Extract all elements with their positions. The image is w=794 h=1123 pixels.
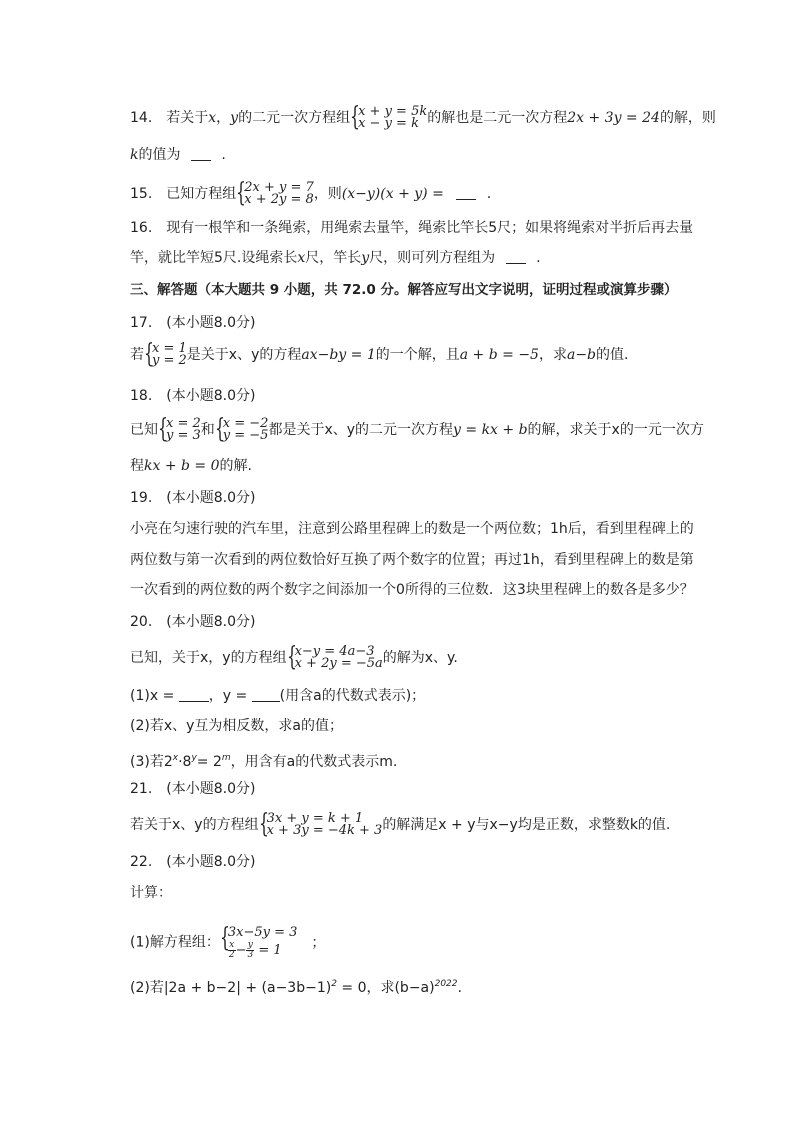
- question-22-header: 22. (本小题8.0分): [130, 854, 256, 870]
- q14-text-d: 的解，则: [659, 110, 716, 126]
- question-17-body: [130, 339, 629, 369]
- question-22-part-1: [130, 925, 325, 960]
- q18-text-b: 都是关于x、y的二元一次方程: [268, 422, 454, 438]
- q21-sys-row-2: x + 3y = −4k + 3: [266, 823, 383, 838]
- q14-text-c: 的解也是二元一次方程: [427, 110, 568, 126]
- question-20-header: 20. (本小题8.0分): [130, 614, 256, 630]
- q20-part1-b: ，y =: [208, 688, 248, 704]
- q18-sys2-row-1: x = −2: [222, 416, 269, 431]
- q14-text-a: 若关于: [166, 110, 209, 126]
- q16-text-a: 竿，就比竿短5尺.设绳索长: [130, 250, 298, 266]
- q16-var-x: x: [297, 250, 306, 266]
- q22-minus: −: [235, 943, 247, 958]
- q14-var-x: x: [208, 110, 217, 126]
- question-18-line-2: [130, 456, 252, 476]
- question-number: 15.: [130, 186, 153, 202]
- question-19-line-1: 小亮在匀速行驶的汽车里，注意到公路里程碑上的数是一个两位数；1h后，看到里程碑上的: [130, 521, 694, 537]
- question-18-line-1: [130, 414, 704, 444]
- q18-sys2-row-2: y = −5: [222, 428, 269, 443]
- question-16-line-2: [130, 248, 541, 268]
- q17-sys-row-1: x = 1: [152, 341, 187, 356]
- question-19-line-3: 一次看到的两位数的两个数字之间添加一个0所得的三位数．这3块里程碑上的数各是多少？: [130, 582, 694, 598]
- section-3-title: 三、解答题（本大题共 9 小题，共 72.0 分。解答应写出文字说明，证明过程或演算步骤）: [130, 282, 678, 298]
- q20-y-blank[interactable]: [252, 687, 280, 702]
- q20-text-b: 的解为x、y.: [382, 650, 458, 666]
- q18-text-and: 和: [200, 422, 215, 438]
- q14-line2-text: 的值为: [138, 147, 181, 163]
- q20-part3-a: (3)若2: [130, 754, 173, 770]
- q15-text-b: ，则: [313, 186, 342, 202]
- q17-text-e: 的值.: [596, 347, 629, 363]
- question-14-line-2: [130, 145, 226, 165]
- q20-part3-sup2: y: [191, 753, 197, 763]
- q22-sys-row-2: [228, 941, 298, 960]
- q18-sys1-row-2: y = 3: [166, 428, 201, 443]
- q20-text-a: 已知，关于x，y的方程组: [130, 650, 287, 666]
- q14-equation-system: { x + y = 5k x − y = k: [350, 102, 428, 132]
- q14-var-k: k: [130, 147, 139, 163]
- question-22-part-2: [130, 974, 462, 998]
- question-21-body: [130, 809, 671, 839]
- question-22-intro: 计算：: [130, 885, 172, 901]
- question-19-line-2: 两位数与第一次看到的两位数恰好互换了两个数字的位置；再过1h，看到里程碑上的数是第: [130, 552, 694, 568]
- q15-text-a: 已知方程组: [166, 186, 237, 202]
- q14-sys-row-1: x + y = 5k: [358, 104, 428, 119]
- q15-sys-row-1: 2x + y = 7: [244, 180, 314, 195]
- q21-text-a: 若关于x、y的方程组: [130, 817, 259, 833]
- q16-text-b: 尺，竿长: [305, 250, 362, 266]
- question-number: 14.: [130, 110, 153, 126]
- question-18-header: 18. (本小题8.0分): [130, 388, 256, 404]
- question-number: 16.: [130, 220, 153, 236]
- q21-sys-row-1: 3x + y = k + 1: [266, 811, 364, 826]
- q22-frac1-num: x: [229, 940, 235, 950]
- q22-fraction-y-over-3: [246, 941, 254, 960]
- question-16-line-1: [130, 218, 693, 238]
- q17-equation: ax−by = 1: [301, 347, 376, 363]
- q16-line-1: 现有一根竿和一条绳索，用绳索去量竿，绳索比竿长5尺；如果将绳索对半折后再去量: [166, 220, 694, 236]
- q15-sys-row-2: x + 2y = 8: [244, 192, 314, 207]
- q17-target: a−b: [566, 347, 597, 363]
- q20-sys-row-2: x + 2y = −5a: [294, 656, 383, 671]
- q15-equation-system: { 2x + y = 7 x + 2y = 8: [236, 178, 314, 208]
- q22-part1-a: (1)解方程组：: [130, 934, 220, 951]
- q18-line2-eq: kx + b = 0: [144, 458, 220, 474]
- q22-part2-sup1: 2: [331, 979, 337, 989]
- q22-sys-row-1: 3x−5y = 3: [227, 925, 298, 940]
- q22-sys-row-2-tail: = 1: [258, 943, 282, 958]
- question-15: [130, 178, 492, 208]
- q20-part1-c: (用含a的代数式表示)；: [279, 688, 426, 704]
- question-17-header: 17. (本小题8.0分): [130, 315, 256, 331]
- q15-expression: (x−y)(x + y) =: [341, 186, 444, 202]
- q14-equation: 2x + 3y = 24: [567, 110, 660, 126]
- question-20-body: [130, 642, 458, 672]
- q22-part2-sup2: 2022: [434, 979, 458, 989]
- question-20-part-1: [130, 686, 425, 706]
- q14-end: .: [221, 147, 226, 163]
- q14-text-b: 的二元一次方程组: [238, 110, 351, 126]
- q20-sys-row-1: x−y = 4a−3: [294, 644, 375, 659]
- q18-sys1-row-1: x = 2: [166, 416, 201, 431]
- q16-answer-blank[interactable]: [506, 249, 526, 264]
- q15-answer-blank[interactable]: [456, 185, 476, 200]
- question-14-line-1: [130, 102, 716, 132]
- q22-frac1-den: 2: [228, 950, 235, 960]
- q17-solution-system: { x = 1 y = 2: [144, 339, 187, 369]
- q15-end: .: [486, 186, 492, 202]
- q22-part2-b: = 0，求(b−a): [336, 980, 435, 996]
- q17-condition: a + b = −5: [459, 347, 539, 363]
- q18-text-c: 的解，求关于x的一元一次方: [527, 422, 704, 438]
- q21-text-b: 的解满足x + y与x−y均是正数，求整数k的值.: [382, 817, 671, 833]
- q18-line2-b: 的解.: [219, 458, 252, 474]
- q22-part2-a: (2)若|2a + b−2| + (a−3b−1): [130, 980, 332, 996]
- q22-part1-end: ；: [311, 934, 326, 951]
- q20-part3-sup3: m: [221, 753, 231, 763]
- q21-equation-system: { 3x + y = k + 1 x + 3y = −4k + 3: [258, 809, 383, 839]
- q20-part3-b: ·8: [178, 754, 192, 770]
- q17-text-d: ，求: [538, 347, 567, 363]
- q17-sys-row-2: y = 2: [152, 353, 187, 368]
- q17-text-a: 若: [130, 347, 144, 363]
- question-20-part-2: (2)若x、y互为相反数，求a的值；: [130, 718, 343, 734]
- q20-part1-a: (1)x =: [130, 688, 175, 704]
- q22-frac2-den: 3: [247, 950, 254, 960]
- question-20-part-3: [130, 748, 397, 772]
- q20-part3-d: ，用含有a的代数式表示m.: [230, 754, 398, 770]
- q22-equation-system: { 3x−5y = 3 $\frac{x}{2}$ − $\frac{y}{3}$ = 1: [219, 923, 298, 960]
- q16-end: .: [536, 250, 541, 266]
- q20-equation-system: { x−y = 4a−3 x + 2y = −5a: [286, 642, 383, 672]
- q18-solution-system-2: { x = −2 y = −5: [214, 414, 269, 444]
- q20-part3-c: = 2: [196, 754, 222, 770]
- q17-text-b: 是关于x、y的方程: [186, 347, 302, 363]
- q18-solution-system-1: { x = 2 y = 3: [158, 414, 201, 444]
- q18-equation: y = kx + b: [453, 422, 528, 438]
- question-19-header: 19. (本小题8.0分): [130, 490, 256, 506]
- q16-text-c: 尺，则可列方程组为: [369, 250, 496, 266]
- q20-x-blank[interactable]: [179, 687, 209, 702]
- q18-line2-a: 程: [130, 458, 144, 474]
- question-21-header: 21. (本小题8.0分): [130, 781, 256, 797]
- q22-frac2-num: y: [247, 940, 253, 950]
- q22-part2-c: .: [457, 980, 462, 996]
- q16-var-y: y: [361, 250, 370, 266]
- q18-text-a: 已知: [130, 422, 158, 438]
- q20-part3-sup1: x: [172, 753, 179, 763]
- q14-var-y: y: [230, 110, 239, 126]
- q14-comma: ，: [216, 110, 231, 126]
- q14-answer-blank[interactable]: [191, 146, 211, 161]
- q17-text-c: 的一个解，且: [375, 347, 460, 363]
- q14-sys-row-2: x − y = k: [358, 116, 419, 131]
